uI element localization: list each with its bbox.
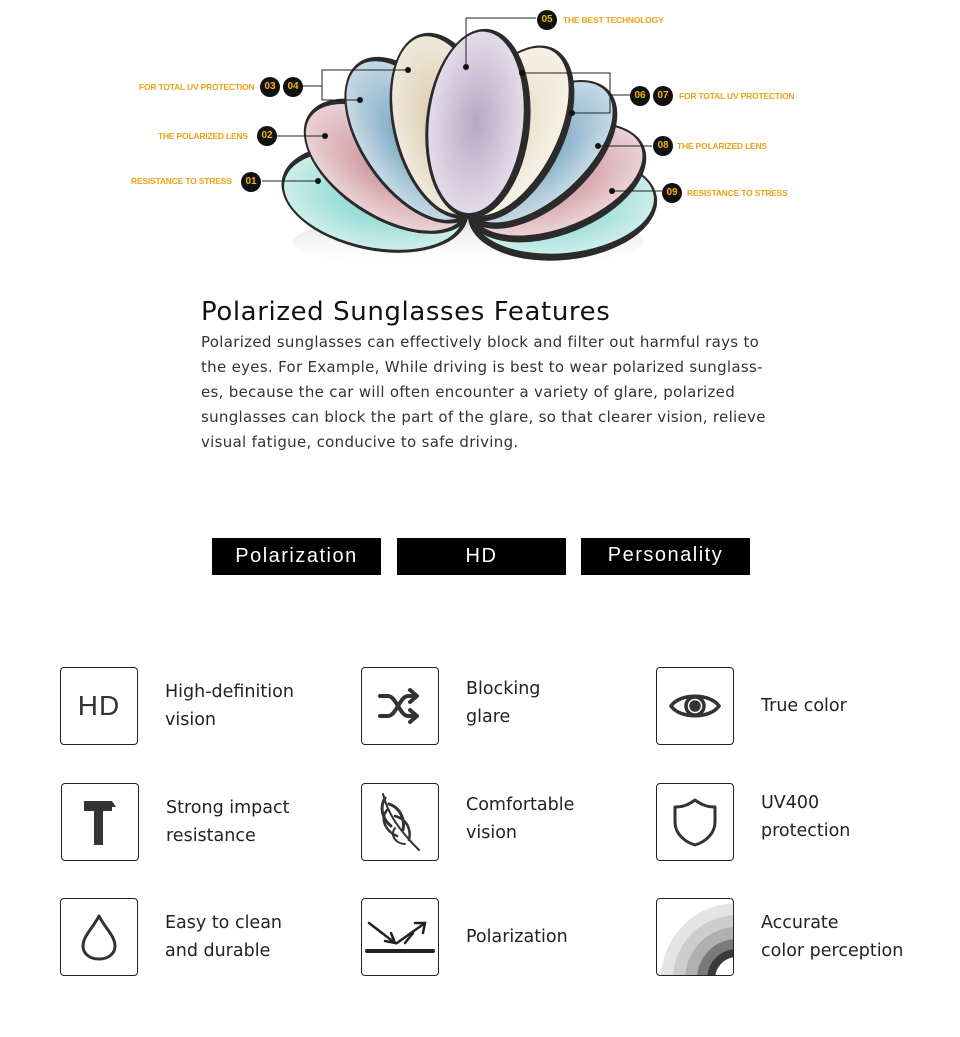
tab-polarization[interactable]: Polarization	[212, 538, 381, 575]
callout-label-uv-left: FOR TOTAL UV PROTECTION	[139, 82, 255, 92]
description-line: es, because the car will often encounter a variety of glare, polarized	[201, 383, 736, 401]
water-drop-icon	[60, 898, 138, 976]
callout-badge-09: 09	[662, 183, 682, 203]
callout-label-polarized-right: THE POLARIZED LENS	[677, 141, 767, 151]
callout-badge-05: 05	[537, 10, 557, 30]
eye-icon	[656, 667, 734, 745]
description-line: sunglasses can block the part of the glare, so that clearer vision, relieve	[201, 408, 766, 426]
callout-label-stress-right: RESISTANCE TO STRESS	[687, 188, 788, 198]
description-line: visual fatigue, conducive to safe driving.	[201, 433, 519, 451]
feature-label-text: Polarization	[466, 927, 568, 947]
feature-label-text: Accurate color perception	[761, 913, 904, 961]
callout-badge-04: 04	[283, 77, 303, 97]
shield-icon	[656, 783, 734, 861]
feature-label	[466, 664, 656, 742]
shuffle-icon	[361, 667, 439, 745]
tab-hd[interactable]: HD	[397, 538, 566, 575]
callout-label-uv-right: FOR TOTAL UV PROTECTION	[679, 91, 795, 101]
feature-label	[761, 778, 951, 856]
hammer-icon	[61, 783, 139, 861]
feature-label	[466, 898, 656, 976]
feature-label	[761, 898, 960, 976]
callout-badge-07: 07	[653, 86, 673, 106]
features-title: Polarized Sunglasses Features	[201, 297, 611, 327]
feature-label	[165, 898, 355, 976]
feature-label	[165, 667, 355, 745]
gradient-arcs-icon	[656, 898, 734, 976]
callout-badge-02: 02	[257, 126, 277, 146]
description-line: the eyes. For Example, While driving is best to wear polarized sunglass-	[201, 358, 763, 376]
feature-label	[466, 780, 656, 858]
features-description	[201, 330, 781, 455]
feature-label	[166, 783, 356, 861]
description-line: Polarized sunglasses can effectively block and filter out harmful rays to	[201, 333, 760, 351]
callout-badge-03: 03	[260, 77, 280, 97]
feature-label-text: Comfortable vision	[466, 795, 575, 843]
feature-label-text: True color	[761, 696, 847, 716]
lens-fan-diagram	[0, 0, 960, 280]
callout-badge-01: 01	[241, 172, 261, 192]
feature-label-text: Strong impact resistance	[166, 798, 290, 846]
feather-icon	[361, 783, 439, 861]
feature-label-text: Easy to clean and durable	[165, 913, 283, 961]
callout-badge-08: 08	[653, 136, 673, 156]
feature-label	[761, 667, 951, 745]
tab-personality[interactable]: Personality	[581, 538, 750, 575]
callout-label-polarized-left: THE POLARIZED LENS	[158, 131, 248, 141]
hd-icon	[60, 667, 138, 745]
callout-badge-06: 06	[630, 86, 650, 106]
polarization-icon	[361, 898, 439, 976]
callout-label-stress-left: RESISTANCE TO STRESS	[131, 176, 232, 186]
feature-label-text: UV400 protection	[761, 793, 851, 841]
callout-label-best-technology: THE BEST TECHNOLOGY	[563, 15, 664, 25]
feature-label-text: Blocking glare	[466, 679, 541, 727]
feature-label-text: High-definition vision	[165, 682, 294, 730]
hd-icon-text: HD	[77, 690, 121, 721]
